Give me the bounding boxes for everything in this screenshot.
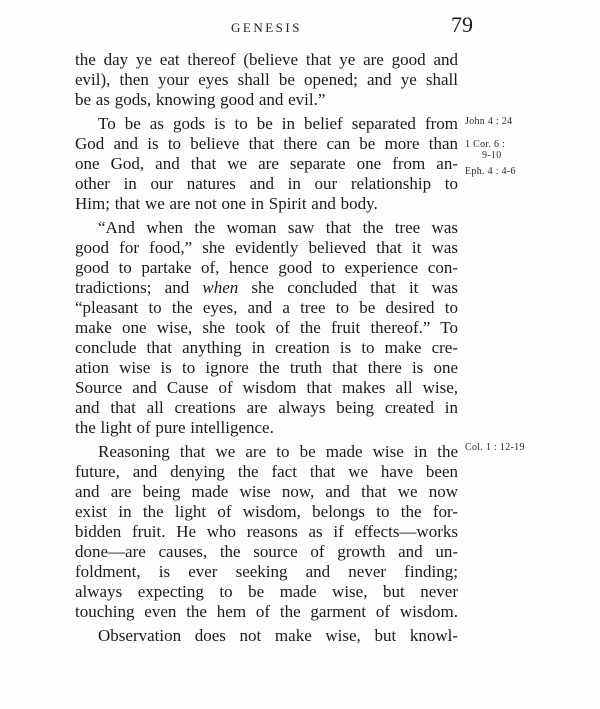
text-line: make one wise, she took of the fruit thereof.” To <box>75 318 458 337</box>
text-line: Reasoning that we are to be made wise in the <box>98 442 458 461</box>
text-line: bidden fruit. He who reasons as if effects—works <box>75 522 458 541</box>
margin-note-1-cor-6-9-10 <box>465 139 555 161</box>
text-line: To be as gods is to be in belief separated from <box>98 114 458 133</box>
text-segment: tradictions; and <box>75 278 203 297</box>
text-line: the light of pure intelligence. <box>75 418 274 437</box>
text-line: good to partake of, hence good to experience con- <box>75 258 458 277</box>
margin-note-eph-4-4-6 <box>465 166 555 177</box>
text-line: Observation does not make wise, but knowl- <box>98 626 458 645</box>
margin-note-line: 1 Cor. 6 : <box>465 139 506 150</box>
text-line: and are being made wise now, and that we now <box>75 482 458 501</box>
margin-note-col-1-12-19 <box>465 442 555 453</box>
margin-note-line: Col. 1 : 12-19 <box>465 442 525 453</box>
paragraph <box>75 50 458 110</box>
text-line: “pleasant to the eyes, and a tree to be desired to <box>75 298 458 317</box>
text-line <box>75 278 458 298</box>
margin-note-line: Eph. 4 : 4-6 <box>465 166 516 177</box>
text-line: ation wise is to ignore the truth that there is one <box>75 358 458 377</box>
italic-word: when <box>202 278 239 297</box>
text-line: foldment, is ever seeking and never finding; <box>75 562 458 581</box>
text-line: other in our natures and in our relationship to <box>75 174 458 193</box>
text-line: Source and Cause of wisdom that makes all wise, <box>75 378 458 397</box>
text-line: Him; that we are not one in Spirit and body. <box>75 194 378 213</box>
text-line: “And when the woman saw that the tree was <box>98 218 458 237</box>
text-line: touching even the hem of the garment of wisdom. <box>75 602 458 621</box>
margin-note-line: John 4 : 24 <box>465 116 513 127</box>
text-line: one God, and that we are separate one from an- <box>75 154 458 173</box>
margin-note-line: 9-10 <box>482 150 502 161</box>
text-line: good for food,” she evidently believed that it was <box>75 238 458 257</box>
text-line: God and is to believe that there can be more than <box>75 134 458 153</box>
paragraph <box>75 626 458 646</box>
text-line: done—are causes, the source of growth and un- <box>75 542 458 561</box>
text-line: and that all creations are always being created in <box>75 398 458 417</box>
paragraph <box>75 218 458 438</box>
text-line: evil), then your eyes shall be opened; and ye shall <box>75 70 458 89</box>
text-line: conclude that anything in creation is to make cre- <box>75 338 458 357</box>
text-line: future, and denying the fact that we have been <box>75 462 458 481</box>
text-line: exist in the light of wisdom, belongs to the for- <box>75 502 458 521</box>
page-number: 79 <box>451 12 473 37</box>
running-head-title: GENESIS <box>231 20 302 35</box>
text-line: the day ye eat thereof (believe that ye are good and <box>75 50 458 69</box>
paragraph <box>75 442 458 622</box>
margin-note-john-4-24 <box>465 116 555 127</box>
text-line: be as gods, knowing good and evil.” <box>75 90 326 109</box>
text-segment: she concluded that it was <box>238 278 458 297</box>
paragraph <box>75 114 458 214</box>
body-text-column <box>75 50 458 646</box>
text-line: always expecting to be made wise, but never <box>75 582 458 601</box>
